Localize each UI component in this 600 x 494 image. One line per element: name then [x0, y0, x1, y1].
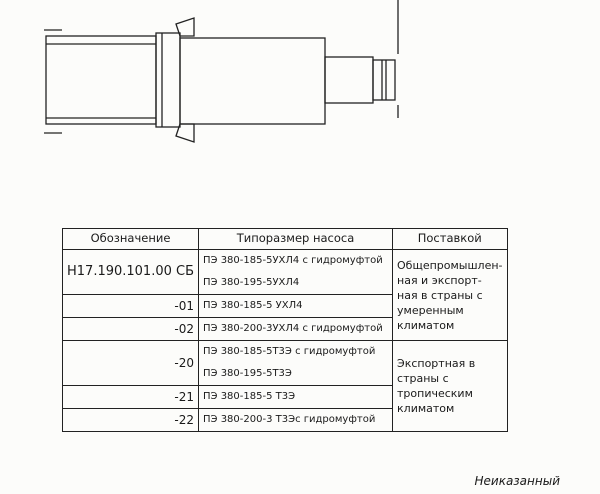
pump-type-cell: [199, 409, 393, 432]
pump-type-cell: [199, 318, 393, 341]
table-row: [63, 250, 508, 295]
designation-cell: Н17.190.101.00 СБ: [63, 250, 199, 295]
supply-line: ная и экспорт-: [397, 273, 482, 287]
supply-line: Экспортная в: [397, 357, 476, 370]
pump-type-line: ПЭ 380-185-5 УХЛ4: [203, 300, 303, 311]
supply-line: ная в страны с: [397, 288, 483, 302]
supply-cell: [393, 341, 507, 432]
table-row: [63, 341, 508, 386]
header-pump-type: Типоразмер насоса: [199, 229, 393, 250]
pump-type-line: ПЭ 380-200-3 Т3Эс гидромуфтой: [203, 414, 376, 425]
supply-line: климатом: [397, 318, 455, 332]
pump-type-line: ПЭ 380-195-5УХЛ4: [203, 277, 300, 288]
designation-cell: -22: [63, 409, 199, 432]
pump-type-cell: [199, 341, 393, 386]
table-header-row: [63, 229, 508, 250]
header-designation: Обозначение: [63, 229, 199, 250]
supply-line: тропическим: [397, 387, 473, 400]
pump-type-line: ПЭ 380-195-5Т3Э: [203, 368, 292, 379]
supply-line: Общепромышлен-: [397, 258, 503, 272]
header-supply: Поставкой: [393, 229, 507, 250]
pump-type-line: ПЭ 380-185-5Т3Э с гидромуфтой: [203, 346, 376, 357]
pump-type-line: ПЭ 380-200-3УХЛ4 с гидромуфтой: [203, 323, 383, 334]
supply-line: страны с: [397, 372, 449, 385]
pump-type-cell: [199, 250, 393, 295]
pump-type-line: ПЭ 380-185-5 Т3Э: [203, 391, 296, 402]
designation-cell: -20: [63, 341, 199, 386]
supply-line: климатом: [397, 402, 455, 415]
pump-type-line: ПЭ 380-185-5УХЛ4 с гидромуфтой: [203, 255, 383, 266]
pump-type-cell: [199, 386, 393, 409]
supply-cell: [393, 250, 507, 341]
designation-cell: -02: [63, 318, 199, 341]
supply-line: умеренным: [397, 303, 464, 317]
designation-cell: -01: [63, 295, 199, 318]
designation-cell: -21: [63, 386, 199, 409]
shaft-drawing: [0, 0, 600, 160]
specification-table: [62, 228, 508, 432]
signature: Неиказанный: [474, 474, 560, 488]
pump-type-cell: [199, 295, 393, 318]
